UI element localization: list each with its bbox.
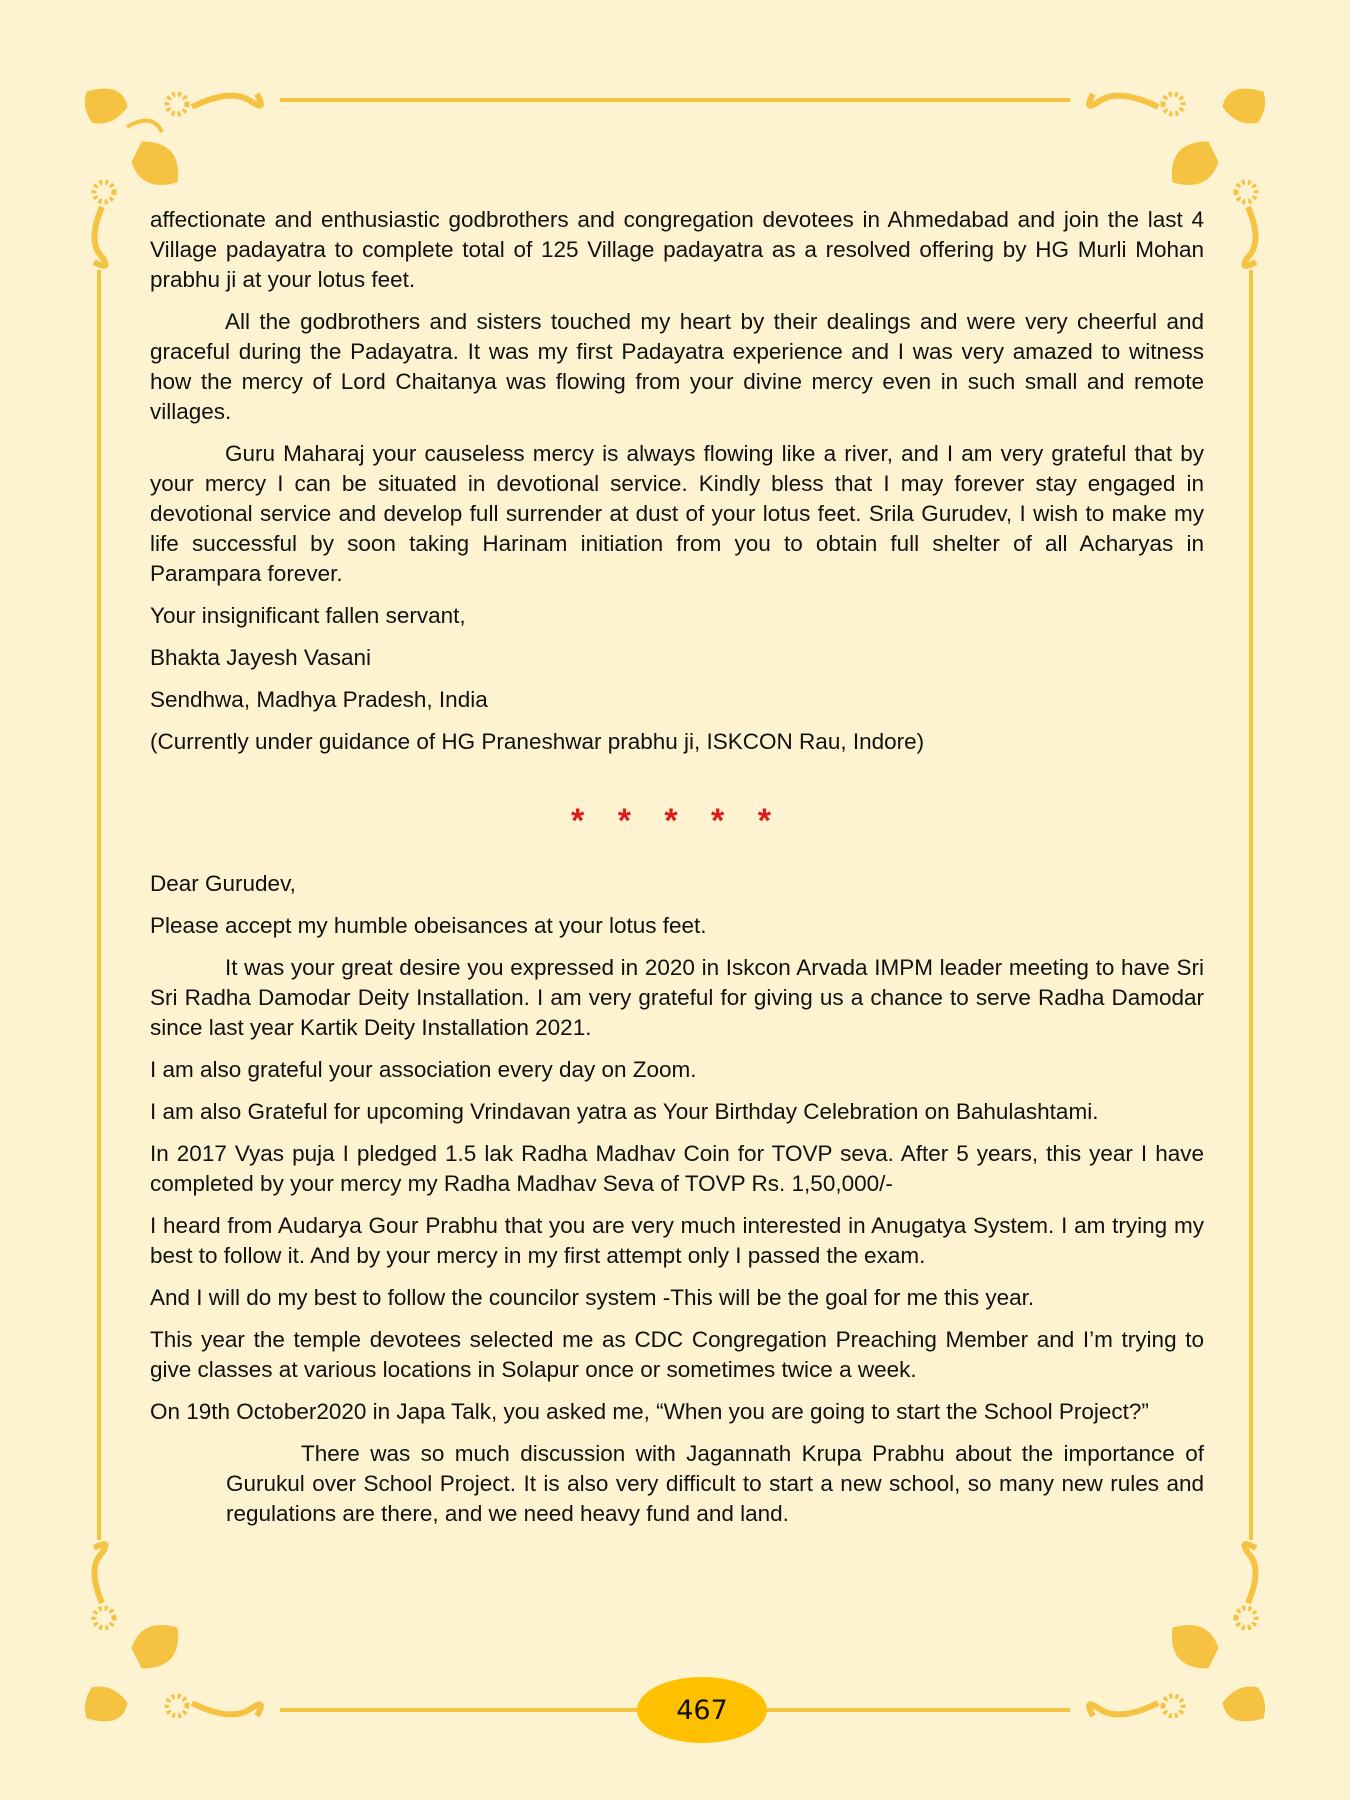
signature-guidance: (Currently under guidance of HG Praneshwar prabhu ji, ISKCON Rau, Indore) (150, 729, 925, 754)
separator-stars: * * * * * (571, 802, 783, 840)
paragraph: On 19th October2020 in Japa Talk, you asked me, “When you are going to start the School Project?” (150, 1399, 1149, 1424)
frame-left-line (97, 270, 101, 1540)
paragraph: Please accept my humble obeisances at your lotus feet. (150, 913, 707, 938)
salutation: Dear Gurudev, (150, 871, 296, 896)
signature-name: Bhakta Jayesh Vasani (150, 645, 371, 670)
signature-closing: Your insignificant fallen servant, (150, 603, 466, 628)
page-body (150, 205, 1204, 1541)
paragraph: I heard from Audarya Gour Prabhu that you are very much interested in Anugatya System. I am trying my best to follow it. And by your mercy in my first attempt only I passed the exam. (150, 1213, 1204, 1268)
corner-ornament-icon (82, 1528, 282, 1728)
paragraph: And I will do my best to follow the councilor system -This will be the goal for me this year. (150, 1285, 1035, 1310)
paragraph: There was so much discussion with Jagannath Krupa Prabhu about the importance of Gurukul over School Project. It is also very difficult to start a new school, so many new rules and regulations are there, and we need heavy fund and land. (226, 1441, 1204, 1526)
paragraph: affectionate and enthusiastic godbrothers and congregation devotees in Ahmedabad and join the last 4 Village padayatra to complete total of 125 Village padayatra as a resolved offering by HG Murli Mohan prabhu ji at your lotus feet. (150, 207, 1204, 292)
frame-bottom-line-left (280, 1708, 640, 1712)
frame-top-line (280, 98, 1070, 102)
paragraph: It was your great desire you expressed in 2020 in Iskcon Arvada IMPM leader meeting to have Sri Sri Radha Damodar Deity Installation. I am very grateful for giving us a chance to serve Radha Damodar since last year Kartik Deity Installation 2021. (150, 955, 1204, 1040)
paragraph: I am also Grateful for upcoming Vrindavan yatra as Your Birthday Celebration on Bahulashtami. (150, 1099, 1099, 1124)
paragraph: In 2017 Vyas puja I pledged 1.5 lak Radha Madhav Coin for TOVP seva. After 5 years, this year I have completed by your mercy my Radha Madhav Seva of TOVP Rs. 1,50,000/- (150, 1141, 1204, 1196)
paragraph: All the godbrothers and sisters touched my heart by their dealings and were very cheerful and graceful during the Padayatra. It was my first Padayatra experience and I was very amazed to witness how the mercy of Lord Chaitanya was flowing from your divine mercy even in such small and remote villages. (150, 309, 1204, 424)
paragraph: I am also grateful your association every day on Zoom. (150, 1057, 697, 1082)
frame-bottom-line-right (765, 1708, 1070, 1712)
frame-right-line (1249, 270, 1253, 1540)
page-number: 467 (637, 1677, 767, 1743)
paragraph: Guru Maharaj your causeless mercy is always flowing like a river, and I am very grateful that by your mercy I can be situated in devotional service. Kindly bless that I may forever stay engaged in devotional service and develop full surrender at dust of your lotus feet. Srila Gurudev, I wish to make my life successful by soon taking Harinam initiation from you to obtain full shelter of all Acharyas in Parampara forever. (150, 441, 1204, 586)
corner-ornament-icon (1068, 1528, 1268, 1728)
signature-location: Sendhwa, Madhya Pradesh, India (150, 687, 488, 712)
paragraph: This year the temple devotees selected me as CDC Congregation Preaching Member and I’m trying to give classes at various locations in Solapur once or sometimes twice a week. (150, 1327, 1204, 1382)
